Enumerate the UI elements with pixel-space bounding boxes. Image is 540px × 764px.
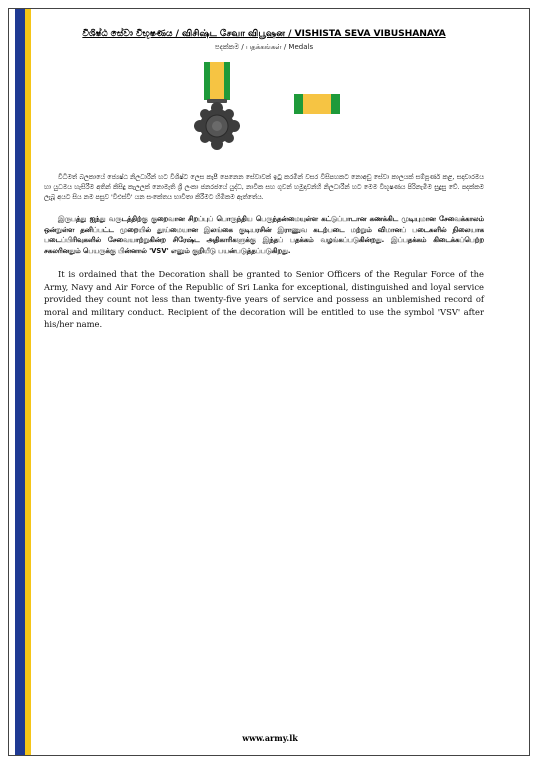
- paragraph-english: It is ordained that the Decoration shall be granted to Senior Officers of the Regular Force of the Army, Navy and Air Force of the Republic of Sri Lanka for exceptional, distinguished and loyal service provided they count not less than twenty-five years of service and possess an unblemished record of moral and military conduct. Recipient of the decoration will be entitled to use the symbol 'VSV' after his/her name.: [44, 269, 484, 330]
- medal-images: [44, 62, 484, 172]
- left-yellow-stripe: [25, 9, 31, 755]
- page-title: විශිෂ්ඨ සේවා විභූෂණය / விசிஷ்ட சேவா விபூஷன / VISHISTA SEVA VIBUSHANAYA: [82, 28, 446, 39]
- paragraph-tamil: இருபத்து ஐந்து வருடத்திற்கு குறைவான சிறப்புப் பொருந்திய பெருந்தன்மையுள்ள கட்டுப்பாடான கணக்கிட முடியுமான சேவைக்காலம் ஒன்றுள்ள தனிப்பட்ட முறையில் தூய்மையான இலங்கை குடியரசின் இராணுவ கடற்படை மற்றும் விமானப் படைகளில் நிலையாக படைப்பிரிவுகளில் சேவையாற்றுகின்ற சிரேஷ்ட அதிகாரிகளுக்கு இந்தப் பதக்கம் வழங்கப்படுகின்றது. இப்பதக்கம் கிடைக்கப்பெற்ற சகலரினதும் பெயருக்கு பின்னால் 'VSV' எனும் குறியீடு பயன்படுத்தப்படுகிறது.: [44, 215, 484, 255]
- paragraph-sinhala: විධිමත් බලකායේ ජ්‍යෙෂ්ඨ නිලධාරීන් හට විශිෂ්ට ලෙස කැපී පෙනෙන සේවාවක් ඉටු කරමින් වසර විසිපහකට නොඅඩු සේවා කාලයක් සම්පූර්ණ කළ, සදාචාරමය හා යුධමය හැසිරීම අතින් කිසිදු කැලලක් නොමැති ශ්‍රී ලංකා ජනරජයේ යුද්ධ, නාවික සහ ගුවන් හමුදාවන්හි නිලධාරීන් හට මෙම විභූෂණය පිරිනැමීම සුදුසු වේ. පදක්කම ලැබූ අයට සිය නම පසුව 'වීඑස්වී' යන සංකේතය භාවිතා කිරීමට හිමිකම ඇත්තේය.: [44, 173, 484, 201]
- document-content: [44, 28, 484, 343]
- left-blue-stripe: [15, 9, 25, 755]
- medal-ribbon-yellow: [210, 62, 224, 100]
- medal-body: [194, 102, 240, 150]
- page-subtitle: පදක්කම / பதக்கங்கள் / Medals: [214, 43, 314, 51]
- ribbon-bar-image: [294, 94, 340, 114]
- medal-image: [194, 62, 240, 154]
- footer-url[interactable]: www.army.lk: [242, 733, 298, 743]
